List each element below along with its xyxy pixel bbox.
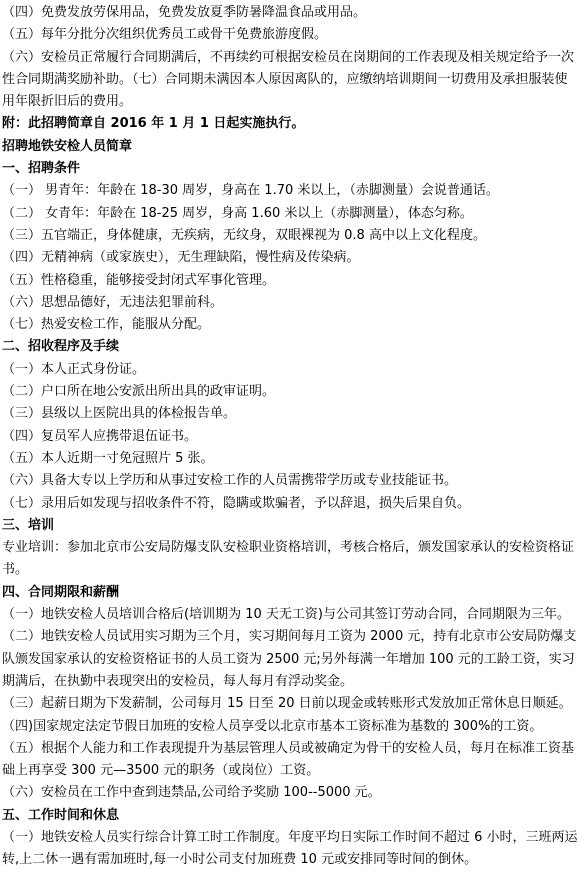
- section-heading: 五、工作时间和休息: [2, 807, 120, 823]
- paragraph-line: （二）地铁安检人员试用实习期为三个月，实习期间每月工资为 2000 元，持有北京市公安局防爆支队颁发国家承认的安检资格证书的人员工资为 2500 元;另外每满一年增加 100 元的工龄工资，实习期满后，在执勤中表现突出的安检员，每人每月有浮动奖金。: [2, 629, 577, 689]
- paragraph-line: （五）本人近期一寸免冠照片 5 张。: [2, 450, 214, 466]
- paragraph-line: （二） 女青年：年龄在 18-25 周岁，身高 1.60 米以上（赤脚测量），体态匀称。: [2, 205, 473, 221]
- paragraph-line: （六）安检员在工作中查到违禁品,公司给予奖励 100--5000 元。: [2, 785, 381, 801]
- paragraph-line: （一）地铁安检人员培训合格后(培训期为 10 天无工资)与公司其签订劳动合同，合同期限为三年。: [2, 607, 570, 623]
- section-heading: 附：此招聘简章自 2016 年 1 月 1 日起实施执行。: [2, 116, 305, 132]
- paragraph-line: （七）热爱安检工作，能服从分配。: [2, 317, 211, 333]
- paragraph-line: （五）性格稳重，能够接受封闭式军事化管理。: [2, 272, 276, 288]
- paragraph-line: （四）免费发放劳保用品，免费发放夏季防暑降温食品或用品。: [2, 5, 367, 20]
- paragraph-line: （七）录用后如发现与招收条件不符，隐瞒或欺骗者，予以辞退，损失后果自负。: [2, 495, 471, 511]
- paragraph-line: （五）每年分批分次组织优秀员工或骨干免费旅游度假。: [2, 27, 328, 43]
- paragraph-line: （一）本人正式身份证。: [2, 361, 146, 377]
- section-heading: 四、合同期限和薪酬: [2, 584, 120, 600]
- section-heading: 一、招聘条件: [2, 161, 81, 177]
- paragraph-line: （三）县级以上医院出具的体检报告单。: [2, 406, 237, 422]
- paragraph-line: （四）无精神病（或家族史），无生理缺陷，慢性病及传染病。: [2, 250, 360, 266]
- paragraph-line: （四）复员军人应携带退伍证书。: [2, 428, 198, 444]
- paragraph-line: （二）户口所在地公安派出所出具的政审证明。: [2, 384, 276, 400]
- section-heading: 招聘地铁安检人员简章: [2, 138, 133, 154]
- paragraph-line: （五）根据个人能力和工作表现提升为基层管理人员或被确定为骨干的安检人员，每月在标准工资基础上再享受 300 元—3500 元的职务（或岗位）工资。: [2, 740, 575, 779]
- paragraph-line: （六）安检员正常履行合同期满后，不再续约可根据安检员在岗期间的工作表现及相关规定给予一次性合同期满奖励补助。（七）合同期未满因本人原因离队的，应缴纳培训期间一切费用及承担服装使用年限折旧后的费用。: [2, 49, 575, 110]
- paragraph-line: （四)国家规定法定节假日加班的安检人员享受以北京市基本工资标准为基数的 300%的工资。: [2, 718, 543, 734]
- paragraph-line: （一） 男青年：年龄在 18-30 周岁，身高在 1.70 米以上，（赤脚测量）会说普通话。: [2, 183, 499, 199]
- paragraph-line: （六）思想品德好，无违法犯罪前科。: [2, 294, 224, 310]
- paragraph-line: （六）具备大专以上学历和从事过安检工作的人员需携带学历或专业技能证书。: [2, 473, 458, 489]
- section-heading: 二、招收程序及手续: [2, 339, 120, 355]
- paragraph-line: （三）起薪日期为下发薪制，公司每月 15 日至 20 日前以现金或转账形式发放加正常休息日顺延。: [2, 696, 572, 712]
- paragraph-line: （一）地铁安检人员实行综合计算工时工作制度。年度平均日实际工作时间不超过 6 小时，三班两运转,上二休一遇有需加班时,每一小时公司支付加班费 10 元或安排同等时间的倒休。: [2, 829, 578, 868]
- section-heading: 三、培训: [2, 517, 55, 533]
- paragraph-line: （三）五官端正，身体健康，无疾病，无纹身，双眼裸视为 0.8 高中以上文化程度。: [2, 227, 486, 243]
- paragraph-line: 专业培训：参加北京市公安局防爆支队安检职业资格培训，考核合格后，颁发国家承认的安检资格证书。: [2, 540, 575, 578]
